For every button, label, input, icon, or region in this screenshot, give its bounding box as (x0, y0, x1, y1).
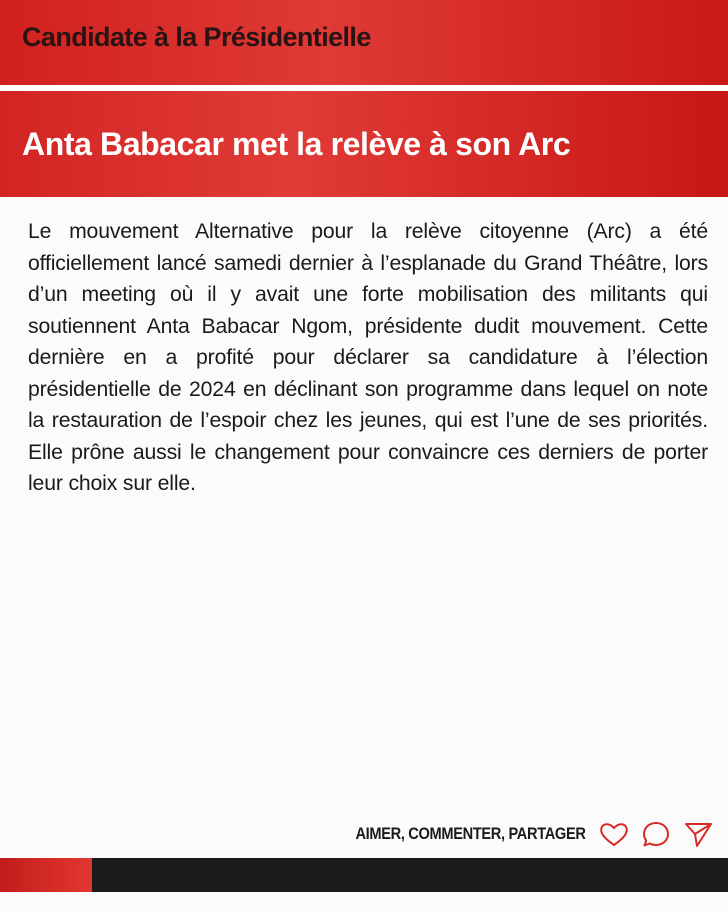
footer-bar (0, 858, 728, 892)
category-label: Candidate à la Présidentielle (22, 22, 371, 52)
comment-icon[interactable] (640, 819, 672, 849)
share-bar (318, 816, 714, 852)
footer-accent (0, 858, 92, 892)
headline: Anta Babacar met la relève à son Arc (22, 126, 571, 162)
headline-banner (0, 91, 728, 197)
share-label: AIMER, COMMENTER, PARTAGER (355, 824, 586, 843)
category-banner (0, 0, 728, 85)
send-icon[interactable] (682, 819, 714, 849)
article-body: Le mouvement Alternative pour la relève citoyenne (Arc) a été officiellement lancé samedi dernier à l’esplanade du Grand Théâtre, lors d’un meeting où il y avait une forte mobilisation des militants qui soutiennent Anta Babacar Ngom, présidente dudit mouvement. Cette dernière en a profité pour déclarer sa candidature à l’élection présidentielle de 2024 en déclinant son programme dans lequel on note la restauration de l’espoir chez les jeunes, qui est l’une de ses priorités. Elle prône aussi le changement pour convaincre ces derniers de porter leur choix sur elle. (28, 220, 708, 495)
heart-icon[interactable] (598, 819, 630, 849)
